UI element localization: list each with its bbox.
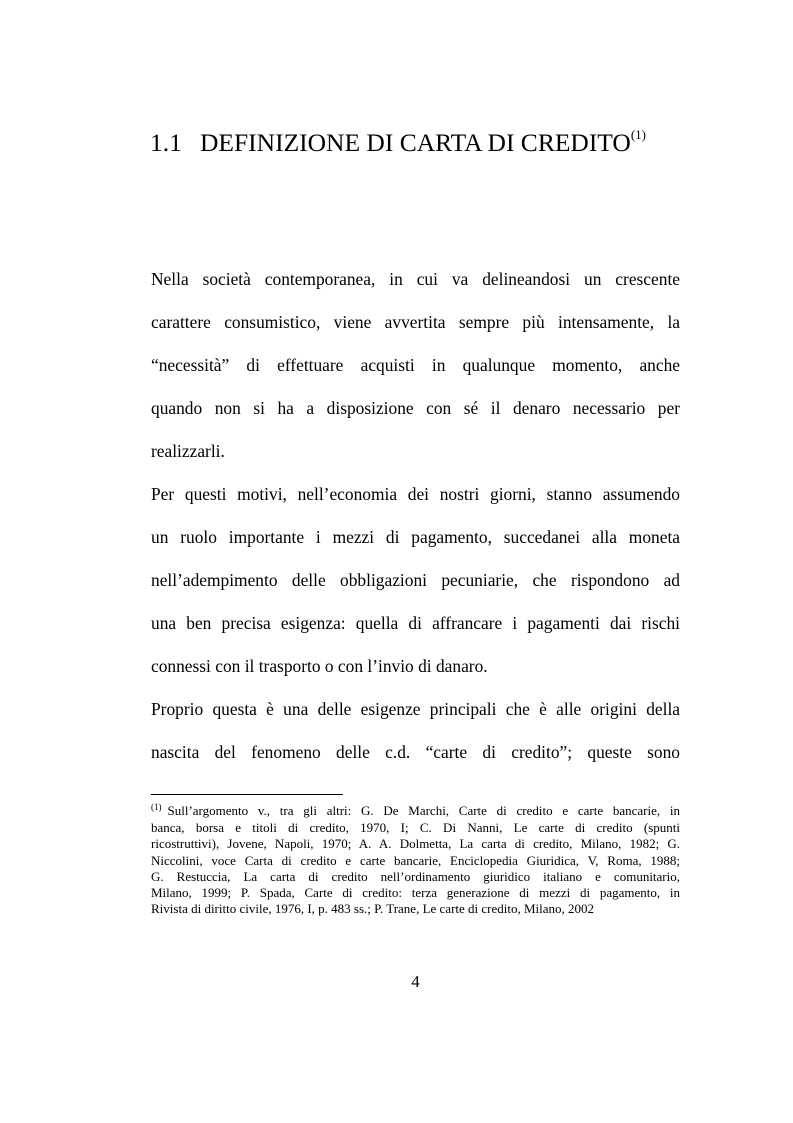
body-line: “necessità” di effettuare acquisti in qualunque momento, anche <box>151 355 680 375</box>
body-line: un ruolo importante i mezzi di pagamento, succedanei alla moneta <box>151 527 680 547</box>
footnote-line: Rivista di diritto civile, 1976, I, p. 483 ss.; P. Trane, Le carte di credito, Milano, 2002 <box>151 901 595 917</box>
section-title: DEFINIZIONE DI CARTA DI CREDITO <box>200 128 631 157</box>
page-number: 4 <box>411 972 420 991</box>
footnote-line: Milano, 1999; P. Spada, Carte di credito: terza generazione di mezzi di pagamento, in <box>151 885 680 901</box>
footnote-line: banca, borsa e titoli di credito, 1970, I; C. Di Nanni, Le carte di credito (spunti <box>151 820 680 836</box>
body-line: Nella società contemporanea, in cui va delineandosi un crescente <box>151 269 680 289</box>
body-line: quando non si ha a disposizione con sé il denaro necessario per <box>151 398 680 418</box>
body-line: una ben precisa esigenza: quella di affrancare i pagamenti dai rischi <box>151 613 680 633</box>
body-line: nascita del fenomeno delle c.d. “carte di credito”; queste sono <box>151 742 680 762</box>
body-line: nell’adempimento delle obbligazioni pecuniarie, che rispondono ad <box>151 570 680 590</box>
footnote-reference: (1) <box>630 127 647 142</box>
section-number: 1.1 <box>150 128 182 157</box>
footnote-line <box>151 803 680 820</box>
body-line: Proprio questa è una delle esigenze principali che è alle origini della <box>151 699 680 719</box>
body-line: Per questi motivi, nell’economia dei nostri giorni, stanno assumendo <box>151 484 680 504</box>
footnote-line: ricostruttivi), Jovene, Napoli, 1970; A. A. Dolmetta, La carta di credito, Milano, 1982; G. <box>151 836 680 852</box>
footnote-marker: (1) <box>151 802 162 812</box>
section-heading <box>150 128 646 158</box>
footnote-line-text: Sull’argomento v., tra gli altri: G. De Marchi, Carte di credito e carte bancarie, in <box>167 803 680 818</box>
body-line: realizzarli. <box>151 441 225 461</box>
body-line: connessi con il trasporto o con l’invio di danaro. <box>151 656 488 676</box>
footnote-divider <box>151 794 343 795</box>
body-line: carattere consumistico, viene avvertita sempre più intensamente, la <box>151 312 680 332</box>
footnote <box>151 803 680 917</box>
footnote-line: G. Restuccia, La carta di credito nell’ordinamento giuridico italiano e comunitario, <box>151 868 680 884</box>
footnote-line: Niccolini, voce Carta di credito e carte bancarie, Enciclopedia Giuridica, V, Roma, 1988; <box>151 852 680 868</box>
